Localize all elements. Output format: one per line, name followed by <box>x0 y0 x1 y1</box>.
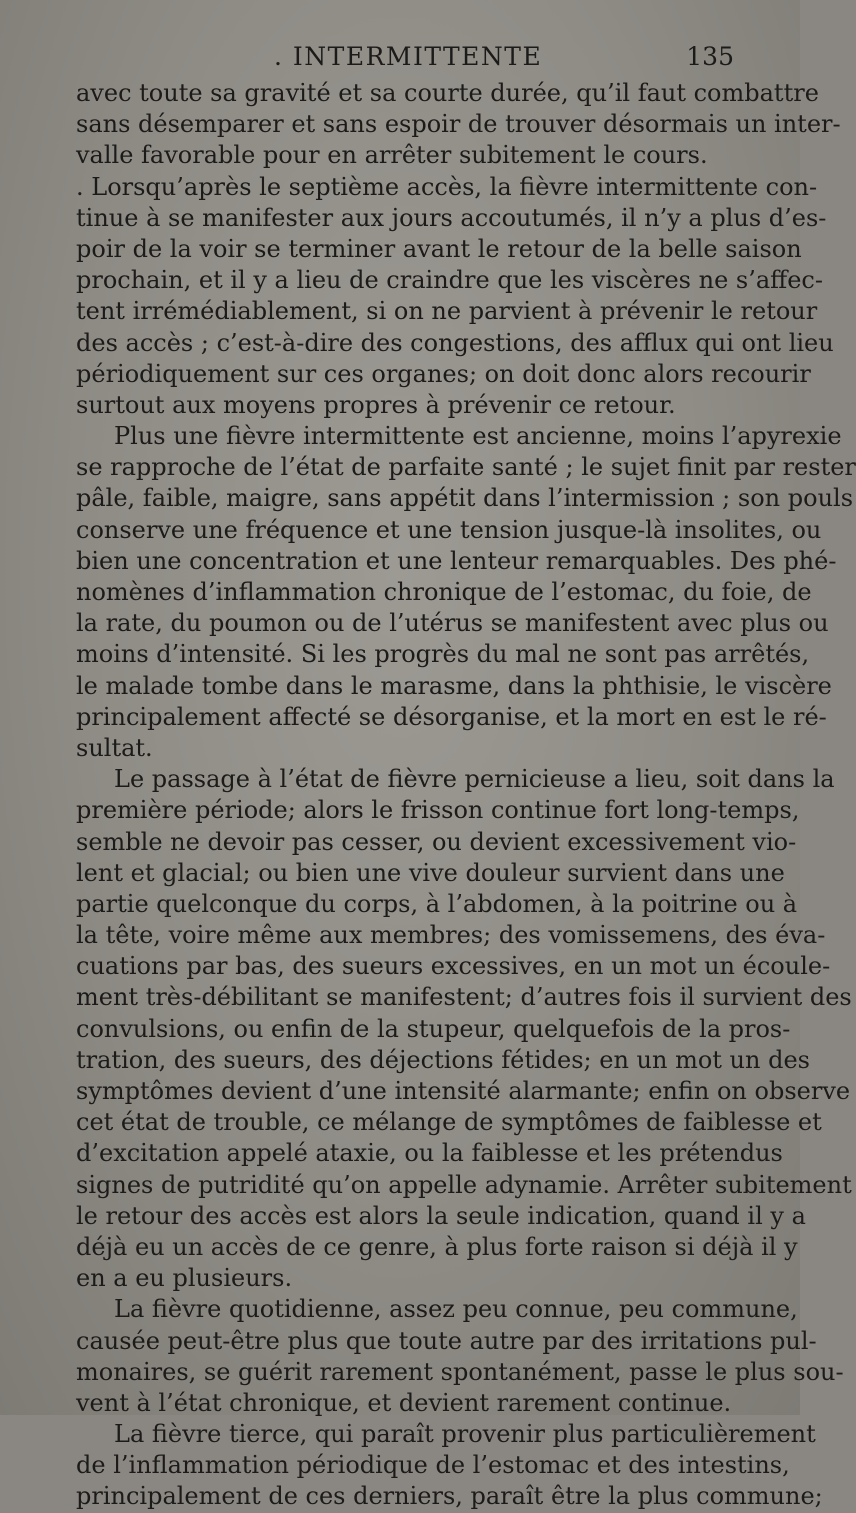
text-line: principalement de ces derniers, paraît être la plus commune; <box>76 1482 823 1511</box>
text-line: sans désemparer et sans espoir de trouver désormais un inter- <box>76 110 841 139</box>
text-line: pâle, faible, maigre, sans appétit dans l’intermission ; son pouls <box>76 484 854 513</box>
text-line: de l’inflammation périodique de l’estomac et des intestins, <box>76 1451 790 1480</box>
running-title: . INTERMITTENTE <box>274 42 543 71</box>
text-line: . Lorsqu’après le septième accès, la fièvre intermittente con- <box>76 172 818 201</box>
text-line: tinue à se manifester aux jours accoutumés, il n’y a plus d’es- <box>76 203 827 232</box>
text-line: Le passage à l’état de fièvre pernicieuse a lieu, soit dans la <box>114 765 835 794</box>
text-line: La fièvre quotidienne, assez peu connue, peu commune, <box>114 1295 798 1324</box>
text-line: partie quelconque du corps, à l’abdomen, à la poitrine ou à <box>76 889 798 918</box>
text-line: cuations par bas, des sueurs excessives, en un mot un écoule- <box>76 952 831 981</box>
text-line: La fièvre tierce, qui paraît provenir plus particulièrement <box>114 1420 816 1449</box>
page-header <box>76 42 736 78</box>
text-line: la rate, du poumon ou de l’utérus se manifestent avec plus ou <box>76 609 829 638</box>
text-line: causée peut-être plus que toute autre par des irritations pul- <box>76 1326 817 1355</box>
text-line: sultat. <box>76 733 153 762</box>
text-line: se rapproche de l’état de parfaite santé ; le sujet finit par rester <box>76 453 856 482</box>
text-line: semble ne devoir pas cesser, ou devient excessivement vio- <box>76 827 797 856</box>
text-line: valle favorable pour en arrêter subitement le cours. <box>76 141 708 170</box>
text-line: tration, des sueurs, des déjections fétides; en un mot un des <box>76 1045 810 1074</box>
text-line: le retour des accès est alors la seule indication, quand il y a <box>76 1201 806 1230</box>
text-line: périodiquement sur ces organes; on doit donc alors recourir <box>76 359 811 388</box>
page-number: 135 <box>686 42 734 71</box>
text-line: conserve une fréquence et une tension jusque-là insolites, ou <box>76 515 822 544</box>
text-line: bien une concentration et une lenteur remarquables. Des phé- <box>76 546 837 575</box>
text-line: vent à l’état chronique, et devient rarement continue. <box>76 1388 732 1417</box>
text-line: en a eu plusieurs. <box>76 1264 293 1293</box>
text-line: Plus une fièvre intermittente est ancienne, moins l’apyrexie <box>114 422 842 451</box>
text-line: monaires, se guérit rarement spontanément, passe le plus sou- <box>76 1357 844 1386</box>
text-line: poir de la voir se terminer avant le retour de la belle saison <box>76 234 802 263</box>
text-line: signes de putridité qu’on appelle adynamie. Arrêter subitement <box>76 1170 852 1199</box>
text-line: convulsions, ou enfin de la stupeur, quelquefois de la pros- <box>76 1014 791 1043</box>
text-line: ment très-débilitant se manifestent; d’autres fois il survient des <box>76 983 852 1012</box>
text-line: cet état de trouble, ce mélange de symptômes de faiblesse et <box>76 1108 822 1137</box>
text-line: nomènes d’inflammation chronique de l’estomac, du foie, de <box>76 578 812 606</box>
text-line: déjà eu un accès de ce genre, à plus forte raison si déjà il y <box>76 1232 798 1261</box>
text-line: première période; alors le frisson continue fort long-temps, <box>76 796 800 825</box>
text-line: d’excitation appelé ataxie, ou la faiblesse et les prétendus <box>76 1139 783 1168</box>
text-line: avec toute sa gravité et sa courte durée, qu’il faut combattre <box>76 79 819 107</box>
text-line: des accès ; c’est-à-dire des congestions, des afflux qui ont lieu <box>76 328 834 357</box>
text-line: tent irrémédiablement, si on ne parvient à prévenir le retour <box>76 297 818 326</box>
text-line: symptômes devient d’une intensité alarmante; enfin on observe <box>76 1077 851 1105</box>
page-body <box>76 78 856 1513</box>
text-line: surtout aux moyens propres à prévenir ce retour. <box>76 390 676 419</box>
text-line: prochain, et il y a lieu de craindre que les viscères ne s’affec- <box>76 266 823 295</box>
text-line: le malade tombe dans le marasme, dans la phthisie, le viscère <box>76 671 832 700</box>
text-line: lent et glacial; ou bien une vive douleur survient dans une <box>76 858 785 887</box>
text-line: la tête, voire même aux membres; des vomissemens, des éva- <box>76 921 826 950</box>
text-line: principalement affecté se désorganise, et la mort en est le ré- <box>76 702 827 731</box>
text-line: moins d’intensité. Si les progrès du mal ne sont pas arrêtés, <box>76 640 810 669</box>
